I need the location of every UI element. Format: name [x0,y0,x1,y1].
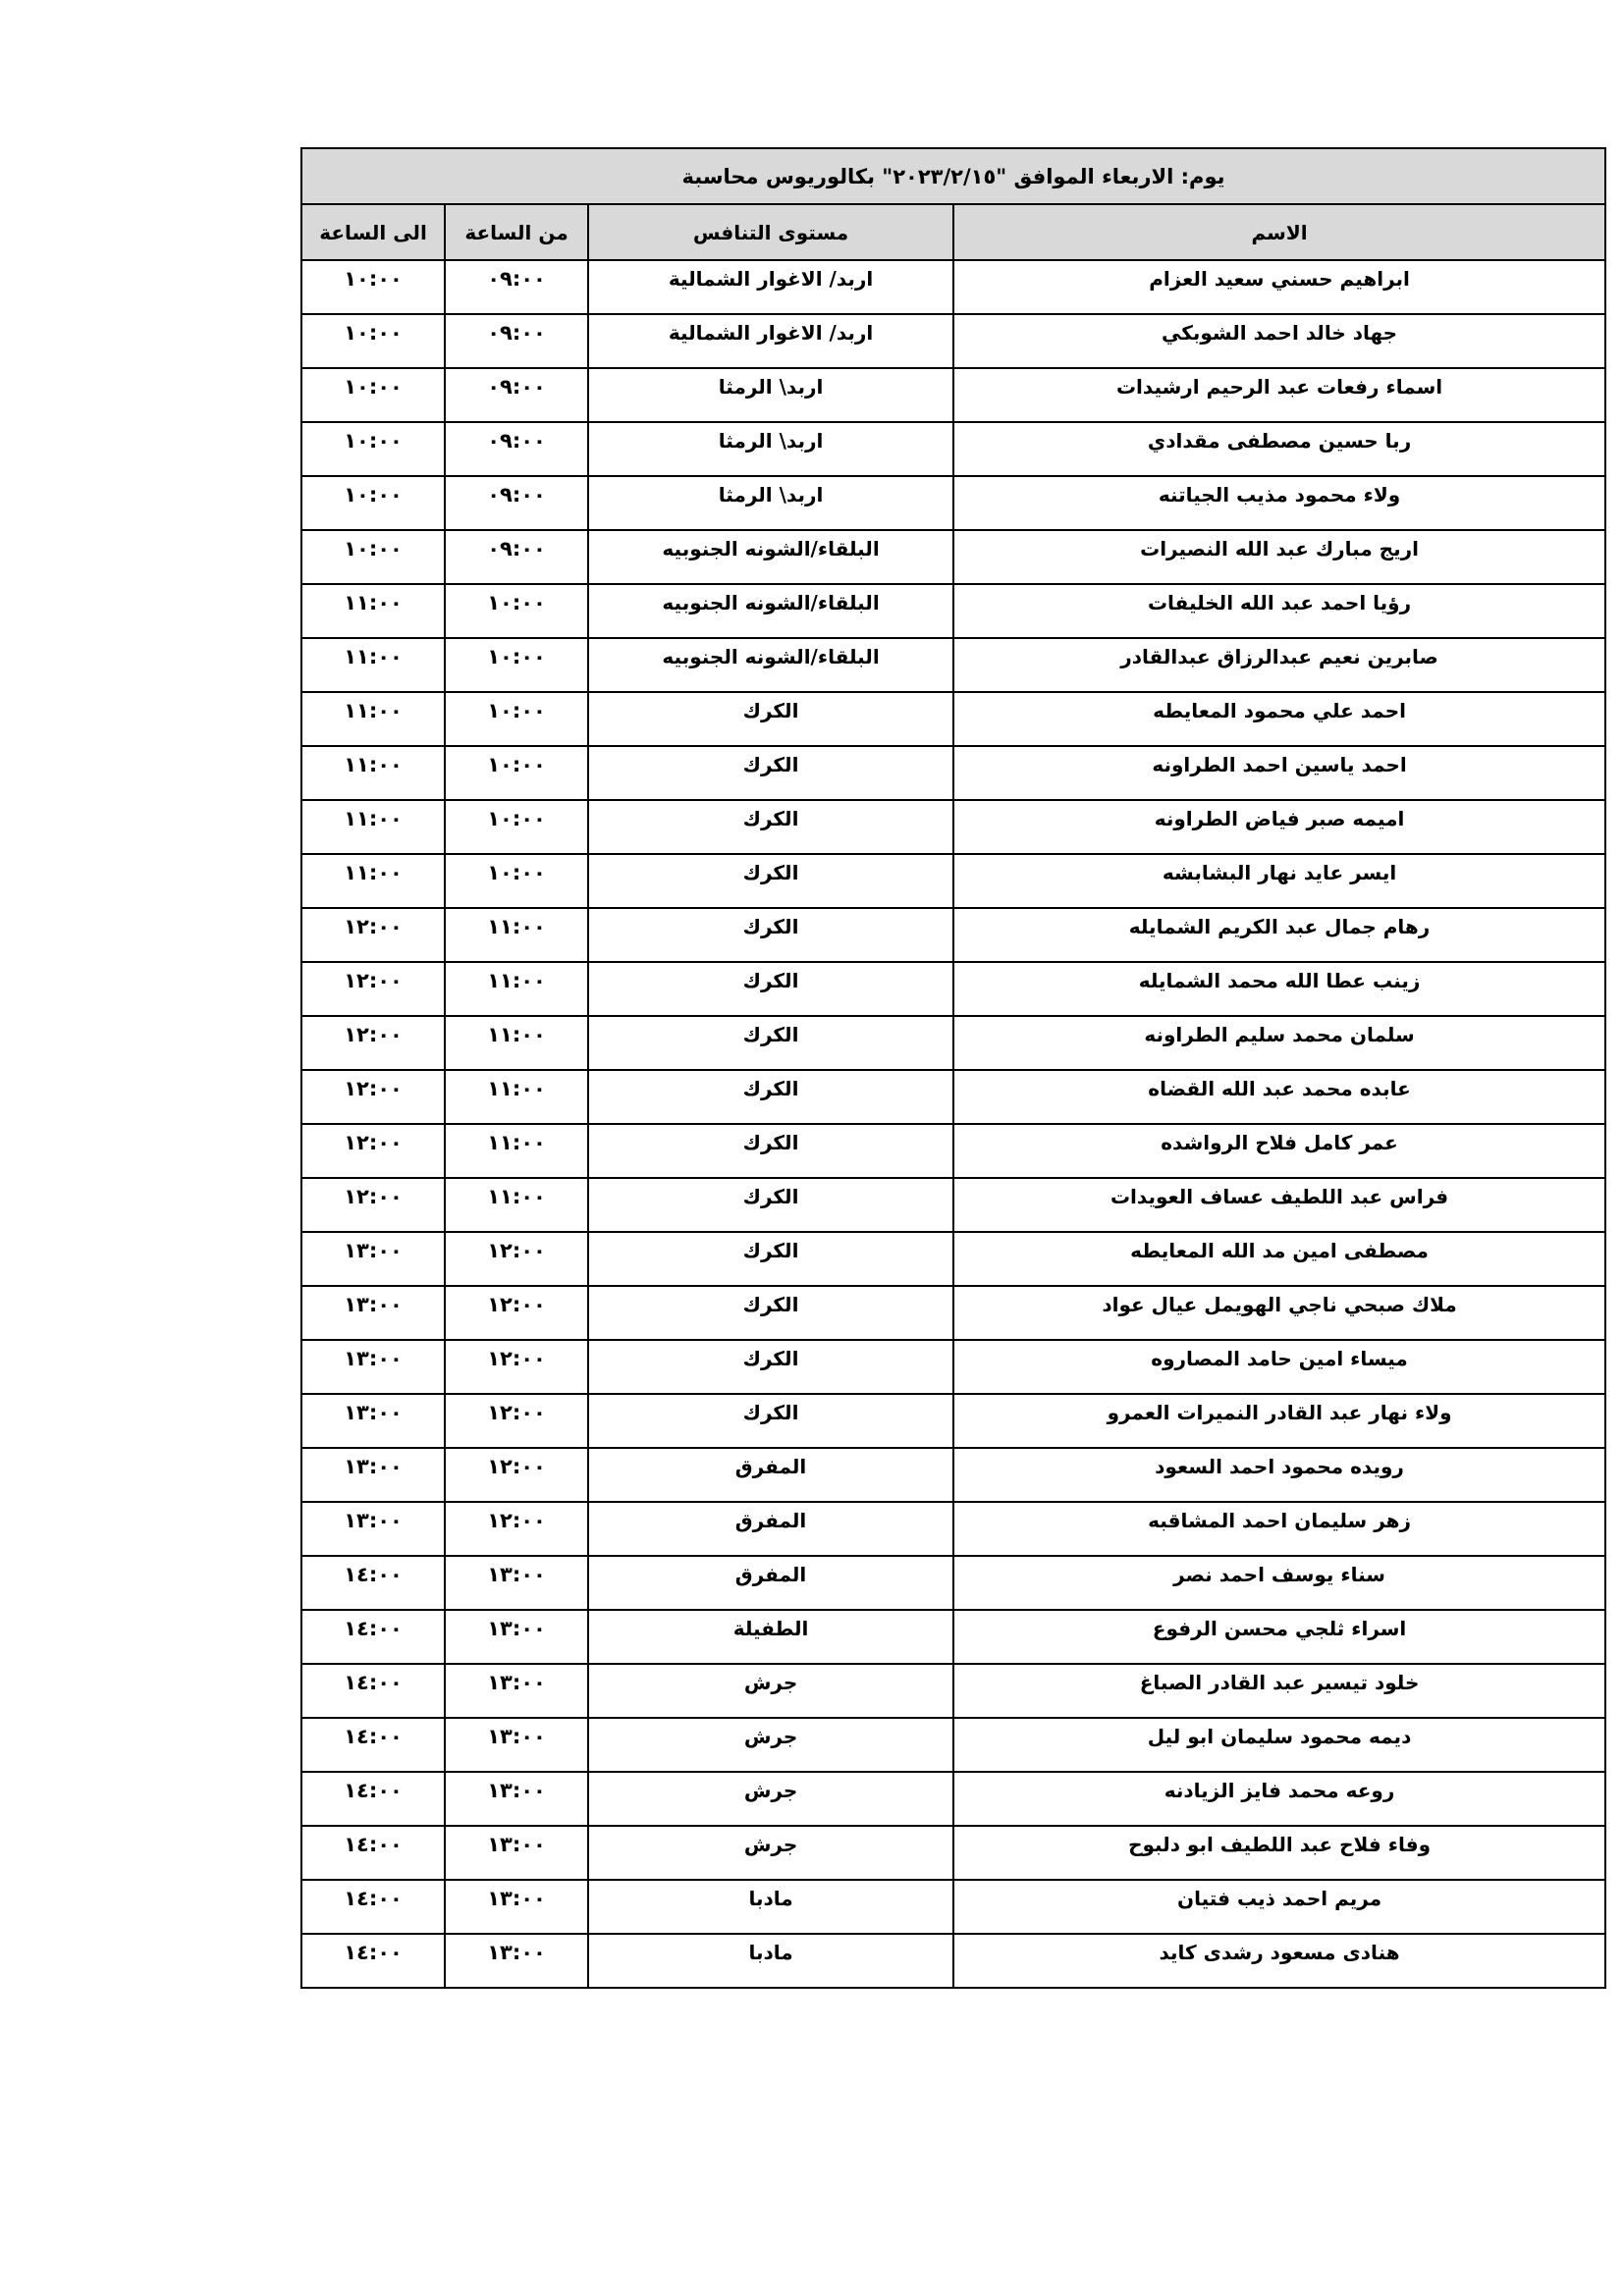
column-header-level: مستوى التنافس [588,204,953,260]
cell-level: الكرك [588,1232,953,1286]
table-row [301,1178,1605,1232]
table-row [301,1070,1605,1124]
cell-name: ديمه محمود سليمان ابو ليل [953,1718,1605,1772]
cell-from: ٠٩:٠٠ [445,530,588,584]
table-row [301,908,1605,962]
cell-to: ١٣:٠٠ [301,1394,445,1448]
table-row [301,1394,1605,1448]
cell-from: ١١:٠٠ [445,908,588,962]
cell-name: روعه محمد فايز الزيادنه [953,1772,1605,1826]
cell-from: ١١:٠٠ [445,1070,588,1124]
table-body [301,260,1605,1988]
cell-name: سناء يوسف احمد نصر [953,1556,1605,1610]
cell-to: ١٤:٠٠ [301,1826,445,1880]
cell-from: ١٣:٠٠ [445,1934,588,1988]
table-row [301,368,1605,422]
cell-to: ١١:٠٠ [301,638,445,692]
cell-level: اربد\ الرمثا [588,476,953,530]
cell-from: ١١:٠٠ [445,1124,588,1178]
cell-level: الكرك [588,1178,953,1232]
table-row [301,800,1605,854]
table-row [301,260,1605,314]
cell-level: اربد\ الرمثا [588,422,953,476]
table-row [301,1286,1605,1340]
cell-name: اميمه صبر فياض الطراونه [953,800,1605,854]
cell-from: ١٣:٠٠ [445,1772,588,1826]
cell-from: ١٠:٠٠ [445,746,588,800]
cell-from: ١٢:٠٠ [445,1448,588,1502]
table-row [301,1718,1605,1772]
cell-from: ٠٩:٠٠ [445,422,588,476]
cell-level: جرش [588,1718,953,1772]
cell-level: اربد\ الرمثا [588,368,953,422]
column-header-name: الاسم [953,204,1605,260]
cell-name: احمد ياسين احمد الطراونه [953,746,1605,800]
cell-to: ١٤:٠٠ [301,1610,445,1664]
table-row [301,692,1605,746]
cell-from: ١٠:٠٠ [445,638,588,692]
cell-from: ١١:٠٠ [445,962,588,1016]
cell-level: جرش [588,1772,953,1826]
cell-name: رويده محمود احمد السعود [953,1448,1605,1502]
cell-from: ٠٩:٠٠ [445,368,588,422]
cell-to: ١٢:٠٠ [301,962,445,1016]
cell-to: ١٠:٠٠ [301,314,445,368]
table-row [301,422,1605,476]
cell-level: المفرق [588,1448,953,1502]
cell-from: ٠٩:٠٠ [445,314,588,368]
cell-to: ١٤:٠٠ [301,1880,445,1934]
table-row [301,1448,1605,1502]
cell-to: ١٢:٠٠ [301,1178,445,1232]
table-row [301,476,1605,530]
cell-name: فراس عبد اللطيف عساف العويدات [953,1178,1605,1232]
cell-name: مريم احمد ذيب فتيان [953,1880,1605,1934]
cell-to: ١٣:٠٠ [301,1448,445,1502]
cell-from: ١٠:٠٠ [445,584,588,638]
cell-name: ربا حسين مصطفى مقدادي [953,422,1605,476]
cell-name: عابده محمد عبد الله القضاه [953,1070,1605,1124]
table-row [301,1016,1605,1070]
cell-from: ١٠:٠٠ [445,800,588,854]
table-row [301,1934,1605,1988]
cell-name: زهر سليمان احمد المشاقبه [953,1502,1605,1556]
cell-from: ١٠:٠٠ [445,854,588,908]
cell-from: ١١:٠٠ [445,1178,588,1232]
cell-to: ١١:٠٠ [301,746,445,800]
cell-name: خلود تيسير عبد القادر الصباغ [953,1664,1605,1718]
cell-to: ١١:٠٠ [301,854,445,908]
cell-to: ١٤:٠٠ [301,1772,445,1826]
table-row [301,962,1605,1016]
cell-to: ١٠:٠٠ [301,422,445,476]
cell-level: الكرك [588,692,953,746]
cell-level: مادبا [588,1880,953,1934]
cell-from: ١٢:٠٠ [445,1394,588,1448]
cell-level: الكرك [588,1286,953,1340]
cell-name: رهام جمال عبد الكريم الشمايله [953,908,1605,962]
cell-name: احمد علي محمود المعايطه [953,692,1605,746]
cell-name: جهاد خالد احمد الشوبكي [953,314,1605,368]
cell-name: زينب عطا الله محمد الشمايله [953,962,1605,1016]
table-row [301,1610,1605,1664]
cell-to: ١١:٠٠ [301,692,445,746]
cell-level: البلقاء/الشونه الجنوبيه [588,530,953,584]
cell-level: الكرك [588,800,953,854]
table-row [301,314,1605,368]
cell-level: اربد/ الاغوار الشمالية [588,260,953,314]
cell-name: ايسر عايد نهار البشابشه [953,854,1605,908]
cell-to: ١٢:٠٠ [301,1016,445,1070]
table-row [301,1502,1605,1556]
cell-level: الكرك [588,746,953,800]
cell-from: ١٠:٠٠ [445,692,588,746]
cell-name: صابرين نعيم عبدالرزاق عبدالقادر [953,638,1605,692]
cell-name: ولاء محمود مذيب الجياتنه [953,476,1605,530]
schedule-table [300,147,1606,1989]
cell-to: ١٤:٠٠ [301,1934,445,1988]
cell-level: الكرك [588,1016,953,1070]
table-row [301,1664,1605,1718]
cell-level: مادبا [588,1934,953,1988]
cell-to: ١٣:٠٠ [301,1232,445,1286]
table-row [301,1772,1605,1826]
cell-level: المفرق [588,1502,953,1556]
table-row [301,1340,1605,1394]
cell-from: ١١:٠٠ [445,1016,588,1070]
cell-to: ١٢:٠٠ [301,1070,445,1124]
cell-name: اريج مبارك عبد الله النصيرات [953,530,1605,584]
table-row [301,638,1605,692]
cell-level: الكرك [588,1340,953,1394]
cell-from: ١٢:٠٠ [445,1232,588,1286]
cell-name: عمر كامل فلاح الرواشده [953,1124,1605,1178]
table-row [301,1232,1605,1286]
cell-from: ١٣:٠٠ [445,1610,588,1664]
cell-name: وفاء فلاح عبد اللطيف ابو دلبوح [953,1826,1605,1880]
cell-to: ١١:٠٠ [301,584,445,638]
cell-level: الكرك [588,854,953,908]
cell-name: ميساء امين حامد المصاروه [953,1340,1605,1394]
cell-from: ٠٩:٠٠ [445,476,588,530]
cell-from: ١٢:٠٠ [445,1340,588,1394]
table-row [301,1124,1605,1178]
cell-from: ١٣:٠٠ [445,1826,588,1880]
cell-from: ١٢:٠٠ [445,1286,588,1340]
cell-level: المفرق [588,1556,953,1610]
cell-to: ١٤:٠٠ [301,1556,445,1610]
cell-name: هنادى مسعود رشدى كايد [953,1934,1605,1988]
cell-from: ١٢:٠٠ [445,1502,588,1556]
cell-level: جرش [588,1826,953,1880]
cell-from: ١٣:٠٠ [445,1556,588,1610]
title-row [301,148,1605,204]
table-row [301,1556,1605,1610]
table-row [301,584,1605,638]
cell-to: ١٣:٠٠ [301,1502,445,1556]
cell-level: البلقاء/الشونه الجنوبيه [588,638,953,692]
cell-level: البلقاء/الشونه الجنوبيه [588,584,953,638]
cell-name: ملاك صبحي ناجي الهويمل عيال عواد [953,1286,1605,1340]
cell-level: الطفيلة [588,1610,953,1664]
cell-level: جرش [588,1664,953,1718]
cell-to: ١٤:٠٠ [301,1664,445,1718]
cell-from: ١٣:٠٠ [445,1880,588,1934]
cell-level: الكرك [588,1070,953,1124]
cell-to: ١٤:٠٠ [301,1718,445,1772]
cell-to: ١٠:٠٠ [301,260,445,314]
cell-name: ولاء نهار عبد القادر النميرات العمرو [953,1394,1605,1448]
table-row [301,530,1605,584]
cell-name: ابراهيم حسني سعيد العزام [953,260,1605,314]
cell-to: ١١:٠٠ [301,800,445,854]
cell-name: رؤيا احمد عبد الله الخليفات [953,584,1605,638]
table-row [301,746,1605,800]
cell-name: اسماء رفعات عبد الرحيم ارشيدات [953,368,1605,422]
table-row [301,1826,1605,1880]
cell-to: ١٣:٠٠ [301,1286,445,1340]
cell-to: ١٠:٠٠ [301,476,445,530]
cell-level: الكرك [588,908,953,962]
cell-name: مصطفى امين مد الله المعايطه [953,1232,1605,1286]
cell-level: اربد/ الاغوار الشمالية [588,314,953,368]
header-row [301,204,1605,260]
column-header-to: الى الساعة [301,204,445,260]
cell-name: سلمان محمد سليم الطراونه [953,1016,1605,1070]
column-header-from: من الساعة [445,204,588,260]
cell-level: الكرك [588,1124,953,1178]
cell-level: الكرك [588,1394,953,1448]
table-row [301,1880,1605,1934]
cell-name: اسراء ثلجي محسن الرفوع [953,1610,1605,1664]
cell-to: ١٣:٠٠ [301,1340,445,1394]
cell-to: ١٠:٠٠ [301,368,445,422]
cell-to: ١٠:٠٠ [301,530,445,584]
cell-to: ١٢:٠٠ [301,1124,445,1178]
table-row [301,854,1605,908]
cell-to: ١٢:٠٠ [301,908,445,962]
cell-from: ١٣:٠٠ [445,1664,588,1718]
table-title: يوم: الاربعاء الموافق "٢٠٢٣/٢/١٥" بكالوريوس محاسبة [301,148,1605,204]
cell-from: ٠٩:٠٠ [445,260,588,314]
cell-level: الكرك [588,962,953,1016]
cell-from: ١٣:٠٠ [445,1718,588,1772]
